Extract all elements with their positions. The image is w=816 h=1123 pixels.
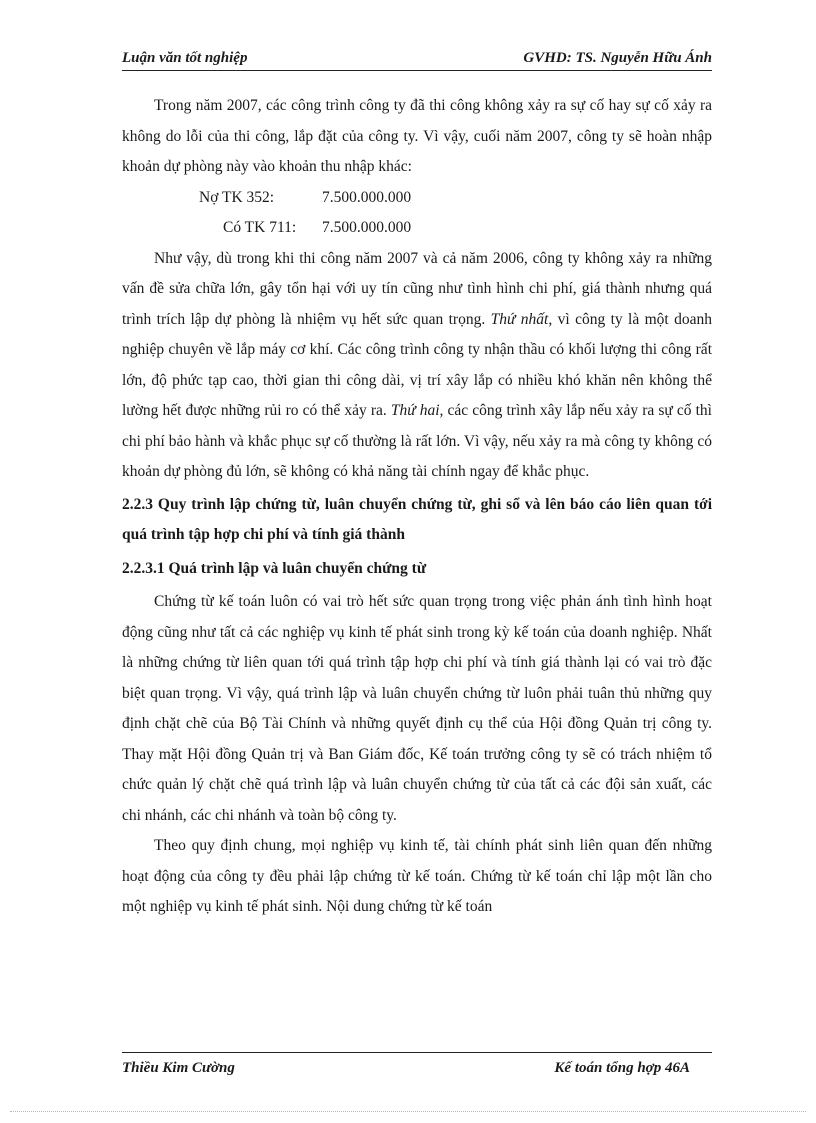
emphasis-second: Thứ hai, [390,402,444,419]
paragraph-provision-importance [122,244,712,488]
paragraph-text: vì công ty là một doanh nghiệp chuyên về lắp máy cơ khí. Các công trình công ty nhận thầu có khối lượng thi công rất lớn, độ phức tạp cao, thời gian thi công dài, vị trí xây lắp có nhiều khó khăn nên không thể lường hết được những rủi ro có thể xảy ra. [122,310,713,419]
paragraph-general-rule: Theo quy định chung, mọi nghiệp vụ kinh tế, tài chính phát sinh liên quan đến những hoạt động của công ty đều phải lập chứng từ kế toán. Chứng từ kế toán chỉ lập một lần cho một nghiệp vụ kinh tế phát sinh. Nội dung chứng từ kế toán [122,837,712,915]
debit-account-label: Nợ TK 352: [199,188,275,206]
emphasis-first: Thứ nhất, [490,310,553,328]
journal-entry-debit [122,183,712,214]
footer-author: Thiều Kim Cường [122,1060,235,1076]
page-header [122,50,712,71]
header-thesis-title: Luận văn tốt nghiệp [122,50,248,66]
journal-entry-credit [122,213,712,244]
page-footer [122,1052,712,1077]
header-supervisor: GVHD: TS. Nguyễn Hữu Ánh [523,50,712,66]
paragraph-text: các công trình xây lắp nếu xảy ra sự cố thì chi phí bảo hành và khắc phục sự cố thường là rất lớn. Vì vậy, nếu xảy ra mà công ty không có khoản dự phòng đủ lớn, sẽ không có khả năng tài chính ngay để khắc phục. [122,402,712,480]
document-body [122,91,712,923]
paragraph-document-role: Chứng từ kế toán luôn có vai trò hết sức quan trọng trong việc phản ánh tình hình hoạt động cũng như tất cả các nghiệp vụ kinh tế phát sinh trong kỳ kế toán của doanh nghiệp. Nhất là những chứng từ liên quan tới quá trình tập hợp chi phí và tính giá thành lại có vai trò đặc biệt quan trọng. Vì vậy, quá trình lập và luân chuyển chứng từ luôn phải tuân thủ những quy định chặt chẽ của Bộ Tài Chính và những quyết định cụ thể của Hội đồng Quản trị công ty. Thay mặt Hội đồng Quản trị và Ban Giám đốc, Kế toán trưởng công ty sẽ có trách nhiệm tổ chức quản lý chặt chẽ quá trình lập và luân chuyển chứng từ của tất cả các đội sản xuất, các chi nhánh, các chi nhánh và toàn bộ công ty. [122,593,712,824]
credit-account-label: Có TK 711: [223,219,297,236]
section-heading-2-2-3: 2.2.3 Quy trình lập chứng từ, luân chuyển chứng từ, ghi sổ và lên báo cáo liên quan tới quá trình tập hợp chi phí và tính giá thành [122,495,712,543]
credit-amount: 7.500.000.000 [322,219,412,236]
footer-class: Kế toán tổng hợp 46A [554,1060,690,1076]
paragraph-text: Như vậy, dù trong khi thi công năm 2007 và cả năm 2006, công ty không xảy ra những vấn đề sửa chữa lớn, gây tổn hại với uy tín cũng như tình hình chi phí, giá thành nhưng quá trình trích lập dự phòng là nhiệm vụ hết sức quan trọng. [122,249,712,328]
debit-amount: 7.500.000.000 [322,188,412,206]
section-heading-2-2-3-1: 2.2.3.1 Quá trình lập và luân chuyển chứng từ [122,559,427,577]
page-bottom-border [10,1111,806,1112]
paragraph-provision-reversal: Trong năm 2007, các công trình công ty đã thi công không xảy ra sự cố hay sự cố xảy ra không do lỗi của thi công, lắp đặt của công ty. Vì vậy, cuối năm 2007, công ty sẽ hoàn nhập khoản dự phòng này vào khoản thu nhập khác: [122,97,712,175]
